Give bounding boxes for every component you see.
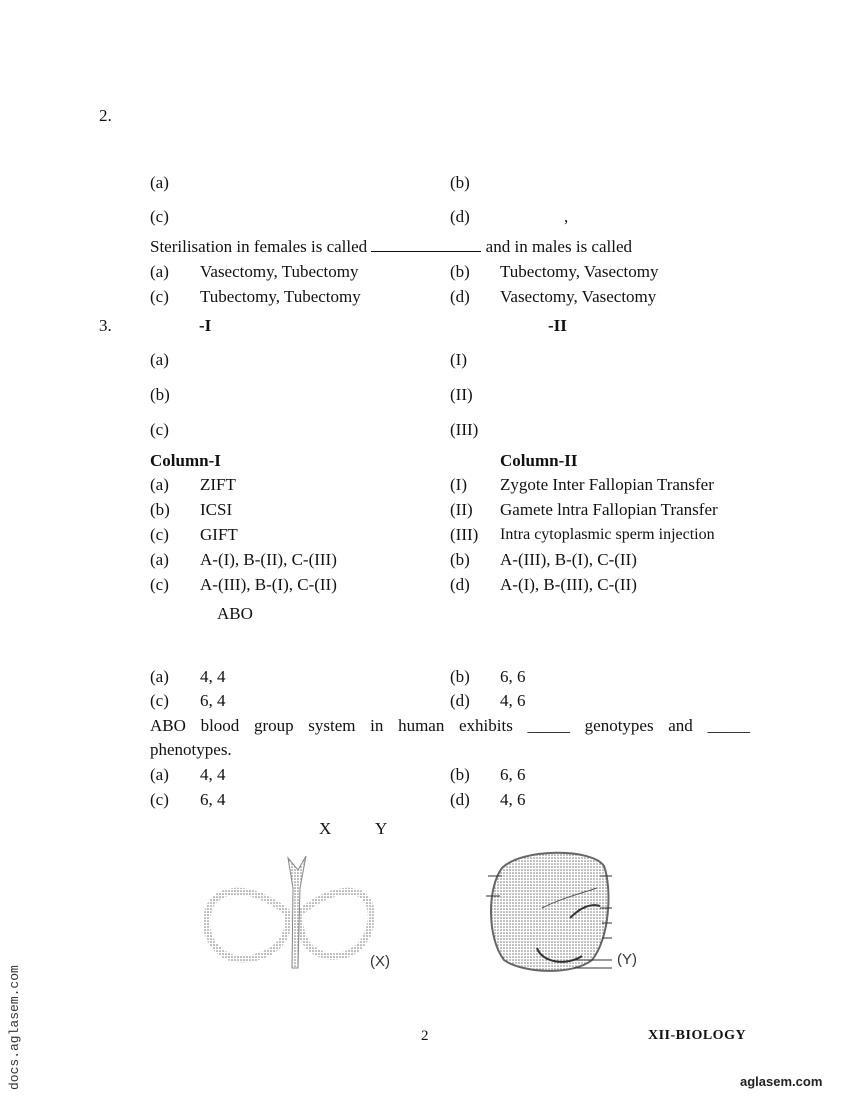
q2-option-d-text: Vasectomy, Vasectomy: [500, 287, 657, 306]
q4-word: blood: [200, 716, 240, 735]
page-number: 2: [421, 1028, 429, 1044]
q3-column-1-fragment: -I: [199, 316, 212, 335]
q4-first-option-a-label: (a): [150, 667, 169, 686]
q4-first-option-d-text: 4, 6: [500, 691, 526, 710]
q4-word: exhibits: [459, 716, 513, 735]
q3-match-III-text: Intra cytoplasmic sperm injection: [500, 526, 715, 543]
q5-label-x: X: [319, 819, 332, 838]
q3-option-c-label: (c): [150, 575, 169, 594]
q3-match-b-label: (b): [150, 500, 170, 519]
q4-option-c-text: 6, 4: [200, 790, 226, 809]
q2-blank-option-c: (c): [150, 207, 169, 226]
q3-blank-row-b-right: (II): [450, 385, 473, 404]
q3-blank-row-b-left: (b): [150, 385, 170, 404]
q4-option-b-label: (b): [450, 765, 470, 784]
q4-word: and: [668, 716, 693, 735]
footer-subject: XII-BIOLOGY: [648, 1028, 747, 1043]
q4-word: system: [308, 716, 356, 735]
q4-word: group: [253, 716, 294, 735]
q4-first-option-b-text: 6, 6: [500, 667, 526, 686]
q4-option-a-text: 4, 4: [200, 765, 226, 784]
q3-blank-row-a-left: (a): [150, 350, 169, 369]
q3-option-c-text: A-(III), B-(I), C-(II): [200, 575, 337, 594]
q3-blank-row-c-right: (III): [450, 420, 479, 439]
q5-label-y: Y: [375, 819, 388, 838]
svg-text:(X): (X): [370, 953, 390, 970]
figure-x-embryo-diagram: [198, 848, 398, 978]
q4-word: in: [370, 716, 384, 735]
q2-stem-before: Sterilisation in females is called: [150, 237, 368, 256]
question-3-number: 3.: [99, 316, 112, 335]
q2-stem-after: and in males is called: [485, 237, 633, 256]
q3-match-a-text: ZIFT: [200, 475, 236, 494]
q3-match-I-text: Zygote Inter Fallopian Transfer: [500, 475, 714, 494]
q4-blank-genotypes: _____: [527, 716, 570, 735]
q4-stem-line-2: phenotypes.: [150, 740, 232, 759]
q3-match-I-label: (I): [450, 475, 467, 494]
q4-first-option-d-label: (d): [450, 691, 470, 710]
q4-blank-phenotypes: _____: [707, 716, 750, 735]
q2-option-a-text: Vasectomy, Tubectomy: [200, 262, 359, 281]
q3-match-III-label: (III): [450, 525, 479, 544]
q2-option-c-text: Tubectomy, Tubectomy: [200, 287, 361, 306]
q3-match-II-text: Gamete lntra Fallopian Transfer: [500, 500, 718, 519]
q3-match-II-label: (II): [450, 500, 473, 519]
q3-column-2-fragment: -II: [548, 316, 567, 335]
q4-option-b-text: 6, 6: [500, 765, 526, 784]
q2-blank-option-a: (a): [150, 173, 169, 192]
q4-stem-line-1: [150, 717, 750, 734]
q2-blank-option-b: (b): [450, 173, 470, 192]
q3-match-a-label: (a): [150, 475, 169, 494]
q2-blank-option-d-comma: ,: [564, 207, 569, 226]
svg-text:(Y): (Y): [617, 951, 637, 968]
q3-blank-row-a-right: (I): [450, 350, 467, 369]
q4-first-option-c-label: (c): [150, 691, 169, 710]
q2-stem: [150, 238, 632, 255]
q3-option-d-text: A-(I), B-(III), C-(II): [500, 575, 637, 594]
brand-logo-text: aglasem.com: [740, 1074, 823, 1089]
q4-fragment: ABO: [217, 604, 253, 623]
q4-word: ABO: [150, 716, 186, 735]
figure-y-seed-diagram: [482, 848, 662, 978]
side-watermark: docs.aglasem.com: [7, 965, 22, 1090]
q4-option-c-label: (c): [150, 790, 169, 809]
q2-option-d-label: (d): [450, 287, 470, 306]
q3-column-2-heading: Column-II: [500, 451, 578, 470]
q3-match-c-text: GIFT: [200, 525, 238, 544]
q4-first-option-a-text: 4, 4: [200, 667, 226, 686]
q3-column-1-heading: Column-I: [150, 451, 221, 470]
q3-match-b-text: ICSI: [200, 500, 233, 519]
q3-match-c-label: (c): [150, 525, 169, 544]
q2-option-c-label: (c): [150, 287, 169, 306]
q3-option-a-label: (a): [150, 550, 169, 569]
q3-option-a-text: A-(I), B-(II), C-(III): [200, 550, 337, 569]
q4-word: human: [398, 716, 445, 735]
q3-blank-row-c-left: (c): [150, 420, 169, 439]
question-2-number: 2.: [99, 106, 112, 125]
q2-blank-line: [371, 251, 481, 252]
q4-word: genotypes: [584, 716, 654, 735]
q2-option-b-label: (b): [450, 262, 470, 281]
q3-option-d-label: (d): [450, 575, 470, 594]
q4-option-d-label: (d): [450, 790, 470, 809]
q4-option-d-text: 4, 6: [500, 790, 526, 809]
q2-option-a-label: (a): [150, 262, 169, 281]
q2-blank-option-d: (d): [450, 207, 470, 226]
q4-option-a-label: (a): [150, 765, 169, 784]
q2-option-b-text: Tubectomy, Vasectomy: [500, 262, 659, 281]
q3-option-b-text: A-(III), B-(I), C-(II): [500, 550, 637, 569]
q4-first-option-c-text: 6, 4: [200, 691, 226, 710]
q4-first-option-b-label: (b): [450, 667, 470, 686]
q3-option-b-label: (b): [450, 550, 470, 569]
